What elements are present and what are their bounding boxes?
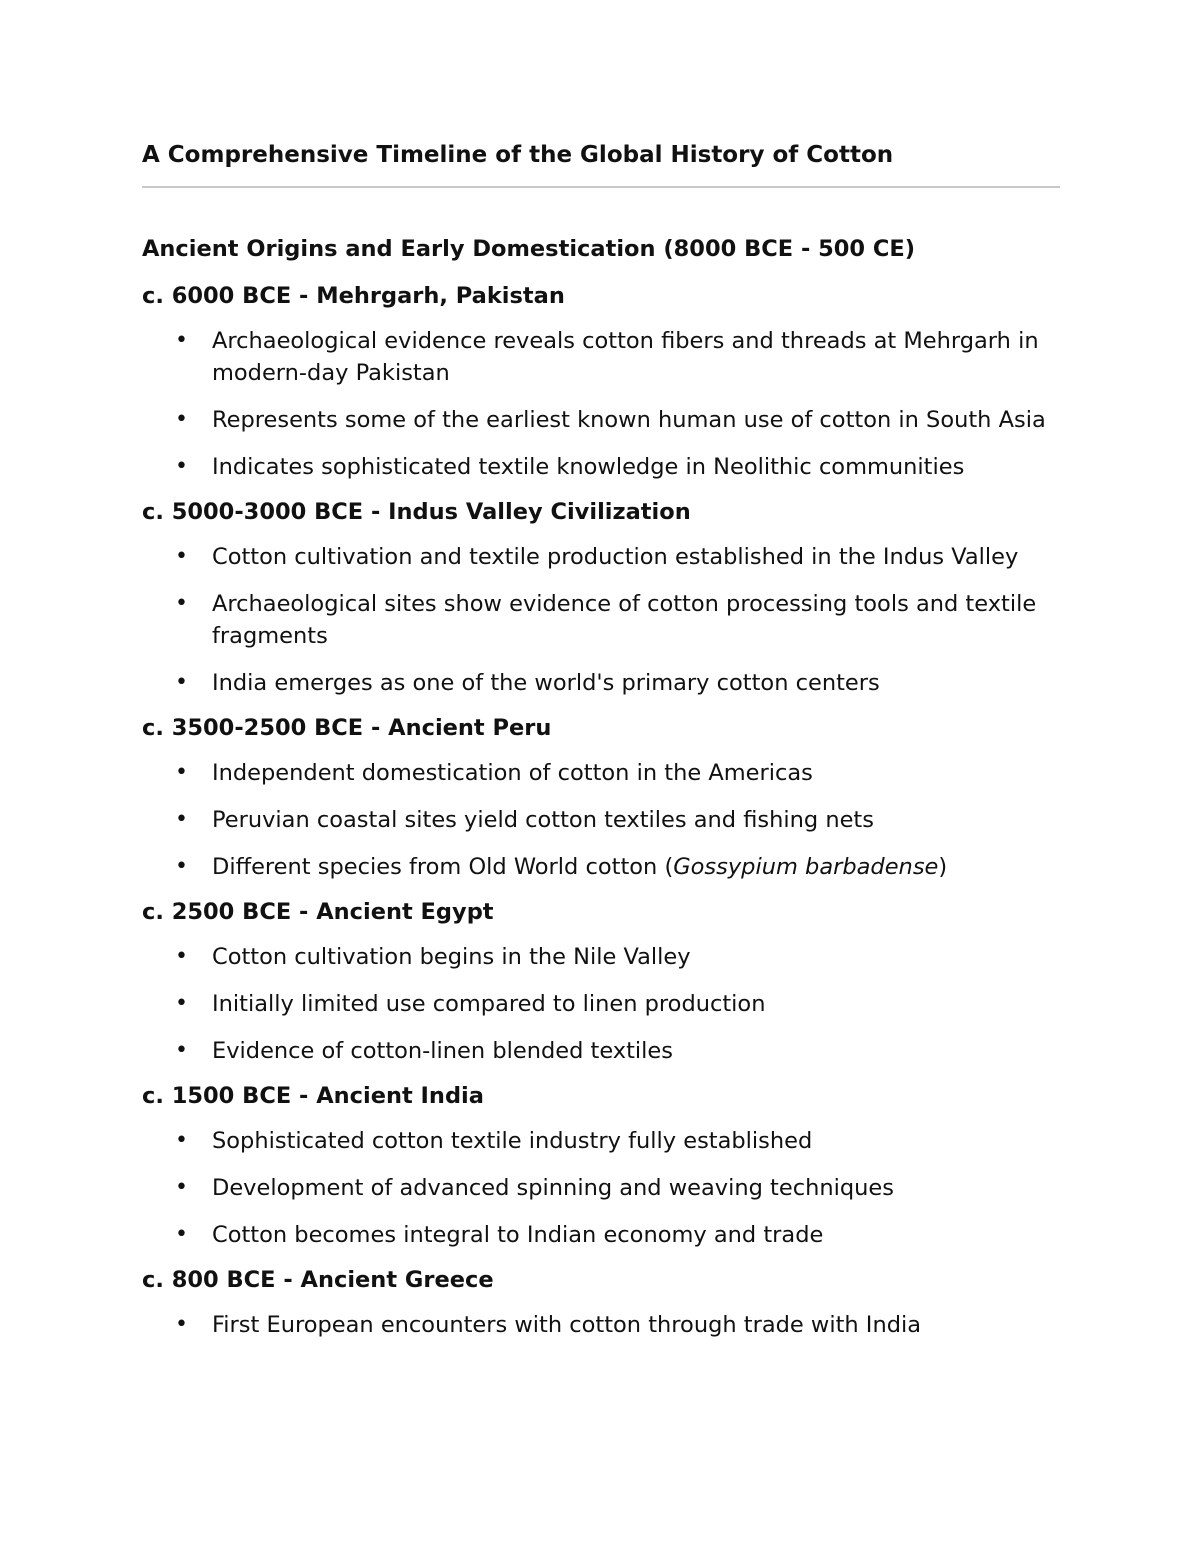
list-item-text: Archaeological evidence reveals cotton fibers and threads at Mehrgarh in modern-day Pakistan [212,328,1039,386]
bullet-icon: • [175,591,188,616]
list-item-text: Cotton becomes integral to Indian economy and trade [212,1222,824,1248]
list-item-text: Initially limited use compared to linen production [212,991,766,1017]
list-item-text: Independent domestication of cotton in the Americas [212,760,813,786]
bullet-icon: • [175,991,188,1016]
list-item [142,1035,1060,1067]
list-item-text: Development of advanced spinning and weaving techniques [212,1175,894,1201]
list-item [142,804,1060,836]
bullet-list [142,1309,1060,1341]
list-item [142,941,1060,973]
list-item [142,1172,1060,1204]
bullet-icon: • [175,1222,188,1247]
list-item-text: Cotton cultivation and textile production established in the Indus Valley [212,544,1019,570]
list-item [142,1219,1060,1251]
bullet-icon: • [175,1312,188,1337]
list-item-text-end: ) [938,854,948,880]
list-item [142,451,1060,483]
list-item [142,588,1060,652]
bullet-icon: • [175,544,188,569]
list-item [142,851,1060,883]
entry-heading-ancient-india: c. 1500 BCE - Ancient India [142,1083,484,1109]
bullet-list [142,541,1060,699]
title-divider [142,186,1060,188]
bullet-icon: • [175,328,188,353]
bullet-icon: • [175,1128,188,1153]
list-item [142,1125,1060,1157]
list-item-text: Represents some of the earliest known human use of cotton in South Asia [212,407,1046,433]
entry-heading-ancient-peru: c. 3500-2500 BCE - Ancient Peru [142,715,552,741]
entry-heading-ancient-greece: c. 800 BCE - Ancient Greece [142,1267,494,1293]
list-item-text: Cotton cultivation begins in the Nile Valley [212,944,691,970]
list-item-text: Evidence of cotton-linen blended textiles [212,1038,673,1064]
entry-heading-indus-valley: c. 5000-3000 BCE - Indus Valley Civilization [142,499,691,525]
list-item-text: First European encounters with cotton through trade with India [212,1312,922,1338]
document-body [142,233,1060,1354]
bullet-list [142,1125,1060,1251]
bullet-icon: • [175,854,188,879]
bullet-icon: • [175,1175,188,1200]
species-name: Gossypium barbadense [673,854,939,880]
list-item [142,404,1060,436]
bullet-icon: • [175,760,188,785]
list-item [142,541,1060,573]
list-item-text: Sophisticated cotton textile industry fully established [212,1128,813,1154]
list-item-text: Peruvian coastal sites yield cotton textiles and fishing nets [212,807,874,833]
list-item [142,667,1060,699]
document-title: A Comprehensive Timeline of the Global History of Cotton [142,142,894,168]
entry-heading-ancient-egypt: c. 2500 BCE - Ancient Egypt [142,899,494,925]
list-item-text: Different species from Old World cotton ( [212,854,674,880]
section-heading: Ancient Origins and Early Domestication (8000 BCE - 500 CE) [142,236,916,262]
bullet-icon: • [175,944,188,969]
bullet-icon: • [175,670,188,695]
bullet-list [142,941,1060,1067]
bullet-icon: • [175,454,188,479]
list-item-text: Archaeological sites show evidence of cotton processing tools and textile fragments [212,591,1037,649]
bullet-list [142,757,1060,883]
list-item-text: India emerges as one of the world's primary cotton centers [212,670,880,696]
bullet-icon: • [175,807,188,832]
list-item [142,757,1060,789]
entry-heading-mehrgarh: c. 6000 BCE - Mehrgarh, Pakistan [142,283,565,309]
bullet-icon: • [175,407,188,432]
bullet-icon: • [175,1038,188,1063]
bullet-list [142,325,1060,483]
list-item [142,325,1060,389]
list-item-text: Indicates sophisticated textile knowledge in Neolithic communities [212,454,965,480]
list-item [142,988,1060,1020]
list-item [142,1309,1060,1341]
